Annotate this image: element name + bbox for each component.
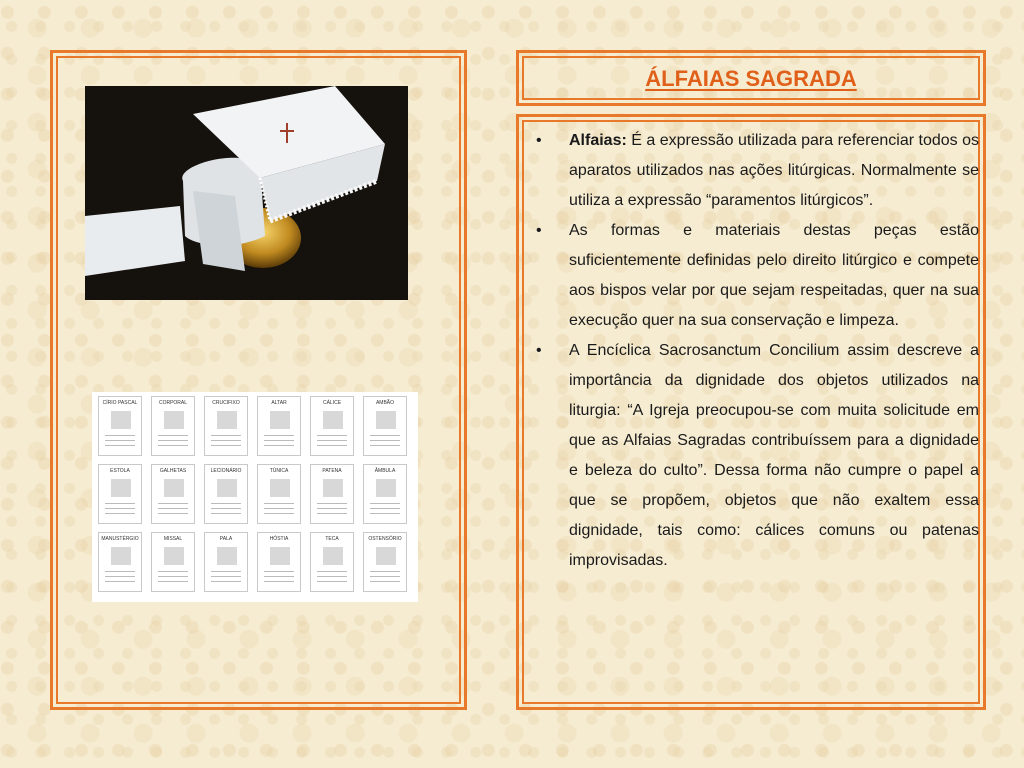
item-card-title: MISSAL (163, 536, 183, 542)
item-card (151, 532, 195, 592)
item-card-illustration (323, 479, 343, 497)
item-card-caption-line (370, 513, 400, 514)
item-card-caption-line (105, 445, 135, 446)
altar-linens-photo (85, 86, 408, 300)
item-card-caption-line (317, 513, 347, 514)
bullet-marker: • (536, 132, 542, 149)
item-card (204, 532, 248, 592)
item-card-caption-line (264, 513, 294, 514)
item-card-caption-line (370, 571, 400, 572)
bullet-marker: • (536, 342, 542, 359)
item-card-title: CRUCIFIXO (212, 400, 240, 406)
bullet-marker: • (536, 222, 542, 239)
item-card-caption-line (211, 435, 241, 436)
item-card-title: ALTAR (271, 400, 287, 406)
item-card-title: GALHETAS (159, 468, 187, 474)
item-card-illustration (164, 479, 184, 497)
item-card-title: OSTENSÓRIO (368, 536, 402, 542)
item-card-caption-line (211, 571, 241, 572)
item-card-caption-line (105, 513, 135, 514)
item-card (151, 464, 195, 524)
item-card-title: PATENA (322, 468, 342, 474)
item-card-caption-line (158, 576, 188, 577)
item-card (363, 532, 407, 592)
item-card (98, 532, 142, 592)
item-card-caption-line (317, 435, 347, 436)
item-card-illustration (376, 411, 396, 429)
item-card-caption-line (158, 445, 188, 446)
item-card-illustration (217, 411, 237, 429)
item-card-caption-line (158, 508, 188, 509)
item-card-illustration (111, 479, 131, 497)
item-card-caption-line (158, 571, 188, 572)
item-card-caption-line (211, 503, 241, 504)
item-card (310, 464, 354, 524)
item-card-illustration (111, 411, 131, 429)
item-card-caption-line (370, 581, 400, 582)
item-card-caption-line (264, 445, 294, 446)
item-card-caption-line (317, 571, 347, 572)
item-card-title: TECA (325, 536, 339, 542)
item-card-caption-line (317, 576, 347, 577)
item-card-caption-line (105, 508, 135, 509)
item-card-caption-line (264, 508, 294, 509)
item-card-illustration (323, 411, 343, 429)
bullet-item (536, 126, 979, 216)
item-card (310, 532, 354, 592)
item-card-title: CORPORAL (158, 400, 188, 406)
item-card-title: HÓSTIA (269, 536, 289, 542)
item-card (98, 396, 142, 456)
item-card-caption-line (105, 571, 135, 572)
item-card (310, 396, 354, 456)
item-card-caption-line (211, 513, 241, 514)
page-title: ÁLFAIAS SAGRADA (645, 66, 857, 91)
bullet-text: As formas e materiais destas peças estão suficientemente definidas pelo direito litúrgico e compete aos bispos velar por que sejam respeitadas, quer na sua execução quer na sua conservação e limpeza. (569, 222, 979, 329)
item-card (363, 396, 407, 456)
item-card-caption-line (264, 571, 294, 572)
item-card-caption-line (264, 581, 294, 582)
item-card-illustration (164, 547, 184, 565)
bullet-item (536, 336, 979, 576)
item-card-caption-line (370, 440, 400, 441)
item-card-title: TÚNICA (269, 468, 289, 474)
item-card-caption-line (158, 440, 188, 441)
item-card-caption-line (370, 503, 400, 504)
item-card-caption-line (105, 435, 135, 436)
item-card-caption-line (105, 503, 135, 504)
item-card-title: AMBÃO (375, 400, 395, 406)
item-card-caption-line (105, 440, 135, 441)
item-card-illustration (376, 547, 396, 565)
item-card-illustration (111, 547, 131, 565)
liturgical-items-card-sheet (92, 392, 418, 602)
item-card-caption-line (158, 435, 188, 436)
item-card-caption-line (370, 576, 400, 577)
item-card-caption-line (211, 508, 241, 509)
item-card-caption-line (158, 581, 188, 582)
item-card-illustration (323, 547, 343, 565)
item-card-title: ESTOLA (110, 468, 130, 474)
bullet-text: A Encíclica Sacrosanctum Concilium assim descreve a importância da dignidade dos objetos utilizados na liturgia: “A Igreja preocupou-se com muita solicitude em que as Alfaias Sagradas contribuíssem para a dignidade e beleza do culto”. Dessa forma não cumpre o papel a que se propõem, objetos que não exaltem essa dignidade, tais como: cálices comuns ou patenas improvisadas. (569, 342, 979, 569)
bullet-term: Alfaias: (569, 132, 627, 149)
item-card-caption-line (317, 581, 347, 582)
item-card-caption-line (211, 440, 241, 441)
item-card-title: ÂMBULA (374, 468, 396, 474)
item-card-caption-line (370, 445, 400, 446)
item-card (257, 396, 301, 456)
item-card-title: PALA (219, 536, 233, 542)
item-card-caption-line (211, 445, 241, 446)
item-card-title: CÁLICE (322, 400, 342, 406)
item-card (204, 464, 248, 524)
item-card (257, 464, 301, 524)
item-card (151, 396, 195, 456)
item-card-caption-line (211, 581, 241, 582)
item-card-illustration (217, 479, 237, 497)
item-card-caption-line (317, 440, 347, 441)
item-card-title: MANUSTÉRGIO (101, 536, 139, 542)
item-card (363, 464, 407, 524)
item-card-caption-line (317, 508, 347, 509)
item-card-caption-line (264, 440, 294, 441)
item-card-illustration (217, 547, 237, 565)
bullet-list (536, 126, 979, 576)
bullet-item (536, 216, 979, 336)
item-card-caption-line (158, 513, 188, 514)
item-card (204, 396, 248, 456)
item-card-title: LECIONÁRIO (210, 468, 242, 474)
item-card-illustration (376, 479, 396, 497)
bullet-text: É a expressão utilizada para referenciar todos os aparatos utilizados nas ações litúrgicas. Normalmente se utiliza a expressão “paramentos litúrgicos”. (569, 132, 979, 209)
item-card-caption-line (158, 503, 188, 504)
item-card-caption-line (105, 576, 135, 577)
item-card-caption-line (211, 576, 241, 577)
item-card-title: CÍRIO PASCAL (102, 400, 138, 406)
item-card (257, 532, 301, 592)
item-card-caption-line (264, 435, 294, 436)
item-card (98, 464, 142, 524)
item-card-illustration (270, 547, 290, 565)
item-card-caption-line (317, 445, 347, 446)
item-card-caption-line (370, 508, 400, 509)
item-card-caption-line (264, 576, 294, 577)
item-card-illustration (164, 411, 184, 429)
item-card-illustration (270, 479, 290, 497)
item-card-caption-line (370, 435, 400, 436)
item-card-illustration (270, 411, 290, 429)
item-card-caption-line (105, 581, 135, 582)
item-card-caption-line (317, 503, 347, 504)
item-card-caption-line (264, 503, 294, 504)
